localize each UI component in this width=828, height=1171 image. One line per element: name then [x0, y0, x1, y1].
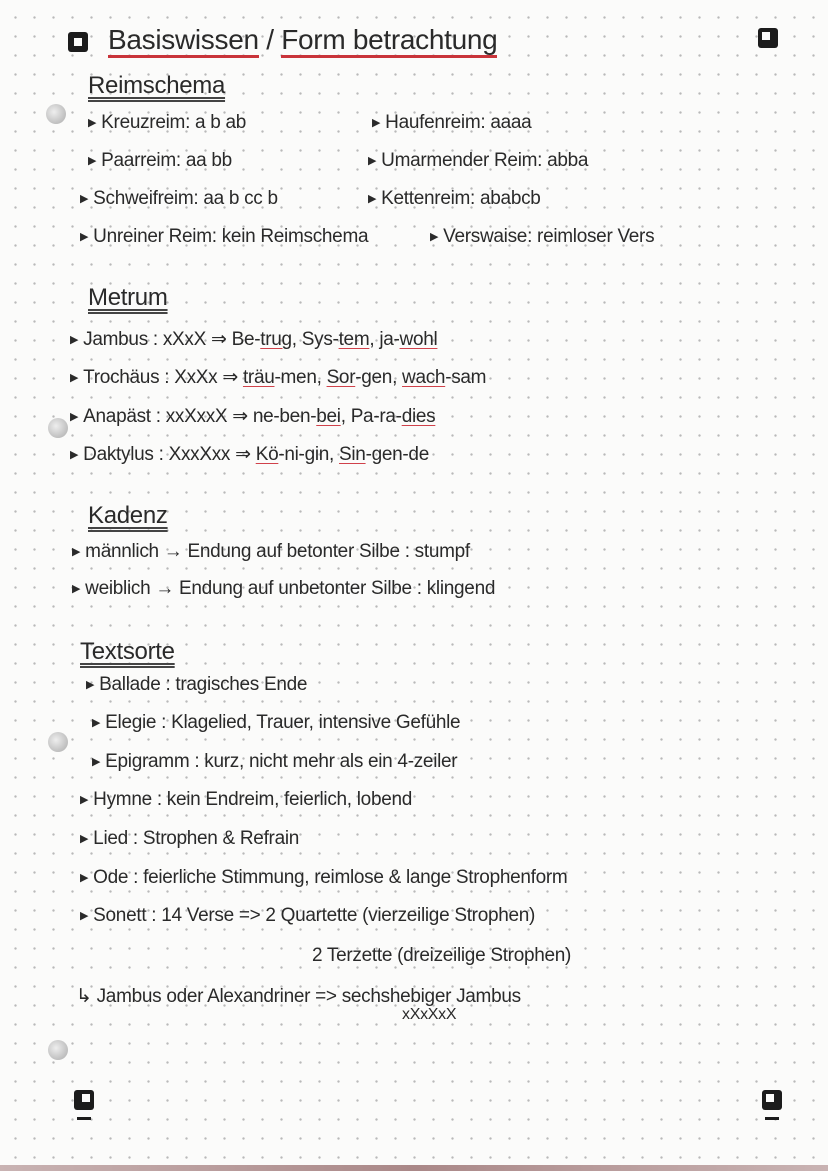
scheme: a b ab — [195, 112, 247, 133]
syllable: -sam — [445, 367, 487, 388]
reimschema-item: ▶ Unreiner Reim: kein Reimschema — [80, 226, 369, 247]
bullet-icon: ▶ — [430, 231, 439, 243]
section-heading-kadenz: Kadenz — [88, 502, 168, 529]
metrum-item: ▶ Daktylus : XxxXxx ⇒ Kö-ni-gin, Sin-gen-de — [70, 444, 429, 465]
term: Elegie — [105, 712, 157, 733]
term: Kettenreim — [381, 188, 471, 209]
bullet-icon: ▶ — [80, 231, 89, 243]
bullet-icon: ▶ — [92, 756, 101, 768]
syllable: -gen-de — [365, 444, 429, 465]
scheme: kein Reimschema — [221, 226, 369, 247]
bullet-icon: ▶ — [80, 872, 89, 884]
section-heading-textsorte: Textsorte — [80, 638, 175, 665]
syllable: Pa-ra- — [350, 406, 402, 427]
reimschema-item: ▶ Kreuzreim: a b ab — [88, 112, 247, 133]
scheme: aa bb — [185, 150, 232, 171]
stressed-syllable: tem — [338, 329, 370, 350]
definition: Klagelied, Trauer, intensive Gefühle — [171, 712, 461, 733]
definition: Endung auf betonter Silbe — [187, 541, 400, 562]
punch-hole — [48, 1040, 68, 1060]
example-word — [351, 406, 436, 427]
stressed-syllable: Sor — [326, 367, 356, 388]
example-word — [253, 406, 341, 427]
punch-hole — [48, 418, 68, 438]
corner-marker-icon — [68, 32, 88, 52]
term: Unreiner Reim — [93, 226, 212, 247]
example-word — [232, 329, 292, 350]
definition: Endung auf unbetonter Silbe — [179, 578, 412, 599]
term: Trochäus — [83, 367, 160, 388]
bullet-icon: ▶ — [368, 155, 377, 167]
punch-hole — [48, 732, 68, 752]
reimschema-item: ▶ Schweifreim: aa b cc b — [80, 188, 278, 209]
textsorte-item: ▶ Ode : feierliche Stimmung, reimlose & lange Strophenform — [80, 867, 568, 888]
section-heading-reimschema: Reimschema — [88, 72, 226, 99]
syllable: ja- — [379, 329, 400, 350]
alexandriner-pattern: xXxXxX — [402, 1006, 457, 1023]
scheme: abba — [547, 150, 589, 171]
bullet-icon: ▶ — [70, 449, 79, 461]
term: Schweifreim — [93, 188, 194, 209]
corner-dash — [77, 1117, 91, 1120]
term: Sonett — [93, 905, 147, 926]
term: Jambus — [83, 329, 148, 350]
bullet-icon: ▶ — [70, 334, 79, 346]
stressed-syllable: wach — [402, 367, 446, 388]
reimschema-item: ▶ Paarreim: aa bb — [88, 150, 232, 171]
term: Lied — [93, 828, 128, 849]
metrum-item: ▶ Anapäst : xxXxxX ⇒ ne-ben-bei, Pa-ra-dies — [70, 406, 436, 427]
title-part1: Basiswissen — [108, 24, 259, 58]
reimschema-item: ▶ Kettenreim: ababcb — [368, 188, 541, 209]
term: Paarreim — [101, 150, 176, 171]
example-word — [327, 367, 393, 388]
example-word — [243, 367, 317, 388]
example-word — [402, 367, 486, 388]
bullet-icon: ▶ — [80, 833, 89, 845]
stressed-syllable: träu — [242, 367, 275, 388]
term: Verswaise — [443, 226, 528, 247]
bullet-icon: ▶ — [80, 794, 89, 806]
corner-dash — [765, 1117, 779, 1120]
section-heading-metrum: Metrum — [88, 284, 168, 311]
corner-marker-icon — [758, 28, 778, 48]
bullet-icon: ▶ — [368, 193, 377, 205]
kadenz-item: ▶ männlich → Endung auf betonter Silbe : stumpf — [72, 541, 470, 562]
bullet-icon: ▶ — [92, 717, 101, 729]
example-word — [379, 329, 437, 350]
example-word — [256, 444, 329, 465]
title-part2: Form betrachtung — [281, 24, 497, 58]
bullet-icon: ▶ — [72, 546, 81, 558]
definition: Strophen & Refrain — [142, 828, 300, 849]
syllable: Be- — [231, 329, 261, 350]
stressed-syllable: dies — [401, 406, 436, 427]
bullet-icon: ▶ — [88, 155, 97, 167]
textsorte-item: ▶ Elegie : Klagelied, Trauer, intensive Gefühle — [92, 712, 461, 733]
syllable: Sys- — [301, 329, 339, 350]
pattern: XxXx — [174, 367, 218, 388]
textsorte-item: ▶ Sonett : 14 Verse => 2 Quartette (vierzeilige Strophen) — [80, 905, 536, 926]
textsorte-item: ▶ Lied : Strophen & Refrain — [80, 828, 300, 849]
definition: feierliche Stimmung, reimlose & lange Strophenform — [143, 867, 568, 888]
note-text: Jambus oder Alexandriner => sechshebiger Jambus — [96, 986, 521, 1007]
bullet-icon: ▶ — [80, 910, 89, 922]
stressed-syllable: trug — [260, 329, 292, 350]
term: Ballade — [99, 674, 161, 695]
bullet-icon: ▶ — [72, 583, 81, 595]
sonett-line-2: 2 Terzette (dreizeilige Strophen) — [312, 945, 572, 966]
bullet-icon: ▶ — [70, 411, 79, 423]
term: Daktylus — [83, 444, 154, 465]
term: Epigramm — [105, 751, 190, 772]
term: Ode — [93, 867, 129, 888]
reimschema-item: ▶ Verswaise: reimloser Vers — [430, 226, 655, 247]
alexandriner-note: ↳ Jambus oder Alexandriner => sechshebiger Jambus — [76, 986, 521, 1007]
page-edge — [0, 1165, 828, 1171]
scheme: aaaa — [490, 112, 532, 133]
kadenz-item: ▶ weiblich → Endung auf unbetonter Silbe : klingend — [72, 578, 496, 599]
bullet-icon: ▶ — [80, 193, 89, 205]
syllable: -gen — [355, 367, 393, 388]
definition: kurz, nicht mehr als ein 4-zeiler — [204, 751, 458, 772]
bullet-icon: ▶ — [88, 117, 97, 129]
definition: tragisches Ende — [175, 674, 308, 695]
stressed-syllable: bei — [316, 406, 341, 427]
example-word — [339, 444, 429, 465]
value: stumpf — [414, 541, 470, 562]
term: männlich — [85, 541, 159, 562]
value: klingend — [426, 578, 496, 599]
stressed-syllable: Kö — [255, 444, 279, 465]
definition: kein Endreim, feierlich, lobend — [166, 789, 413, 810]
pattern: xXxX — [162, 329, 206, 350]
scheme: reimloser Vers — [537, 226, 655, 247]
corner-marker-icon — [74, 1090, 94, 1110]
bullet-icon: ▶ — [372, 117, 381, 129]
term: Umarmender Reim — [381, 150, 538, 171]
term: Hymne — [93, 789, 152, 810]
pattern: xxXxxX — [165, 406, 228, 427]
punch-hole — [46, 104, 66, 124]
textsorte-item: ▶ Hymne : kein Endreim, feierlich, lobend — [80, 789, 413, 810]
term: Haufenreim — [385, 112, 481, 133]
stressed-syllable: Sin — [339, 444, 366, 465]
corner-marker-icon — [762, 1090, 782, 1110]
textsorte-item: ▶ Ballade : tragisches Ende — [86, 674, 308, 695]
syllable: ne-ben- — [252, 406, 317, 427]
syllable: -men — [274, 367, 317, 388]
title-separator: / — [258, 24, 282, 55]
bullet-icon: ▶ — [70, 372, 79, 384]
syllable: -ni-gin — [278, 444, 330, 465]
bullet-icon: ▶ — [86, 679, 95, 691]
example-word — [302, 329, 370, 350]
page-title — [108, 24, 497, 56]
scheme: ababcb — [480, 188, 541, 209]
stressed-syllable: wohl — [399, 329, 438, 350]
metrum-item: ▶ Jambus : xXxX ⇒ Be-trug, Sys-tem, ja-wohl — [70, 329, 438, 350]
term: weiblich — [85, 578, 151, 599]
reimschema-item: ▶ Umarmender Reim: abba — [368, 150, 589, 171]
term: Kreuzreim — [101, 112, 186, 133]
metrum-item: ▶ Trochäus : XxXx ⇒ träu-men, Sor-gen, wach-sam — [70, 367, 487, 388]
definition: 14 Verse => 2 Quartette (vierzeilige Strophen) — [161, 905, 536, 926]
pattern: XxxXxx — [168, 444, 231, 465]
scheme: aa b cc b — [203, 188, 278, 209]
textsorte-item: ▶ Epigramm : kurz, nicht mehr als ein 4-zeiler — [92, 751, 458, 772]
term: Anapäst — [83, 406, 151, 427]
reimschema-item: ▶ Haufenreim: aaaa — [372, 112, 532, 133]
